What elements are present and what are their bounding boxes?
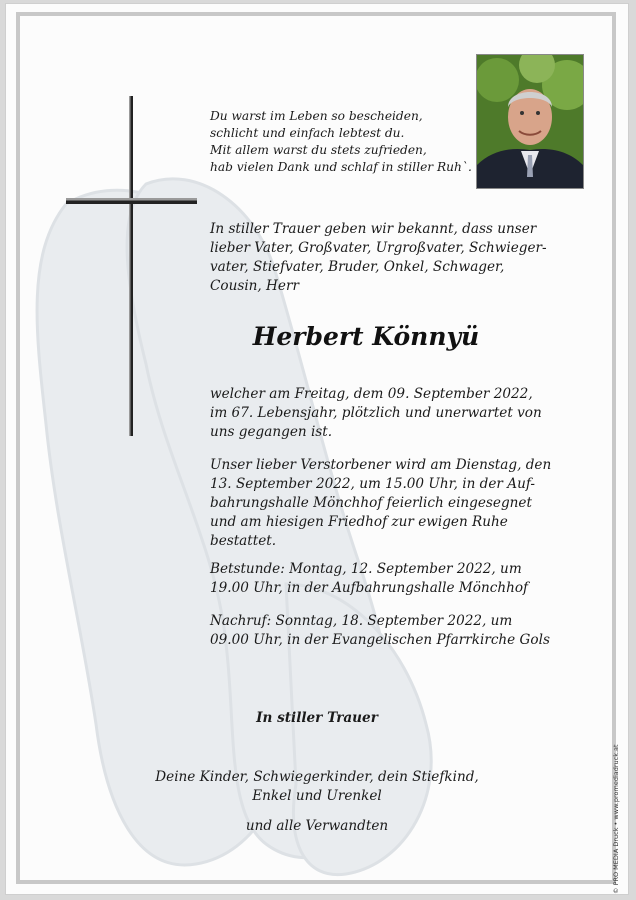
prayer-hour-line: 19.00 Uhr, in der Aufbahrungshalle Mönchhof	[210, 580, 529, 596]
announcement-line: In stiller Trauer geben wir bekannt, dass unser	[210, 221, 537, 237]
funeral-info-line: 13. September 2022, um 15.00 Uhr, in der Auf-	[210, 476, 535, 492]
prayer-hour-paragraph	[210, 560, 528, 598]
deceased-name: Herbert Könnyü	[252, 322, 480, 351]
poem-line: schlicht und einfach lebtest du.	[210, 126, 405, 140]
announcement-line: vater, Stiefvater, Bruder, Onkel, Schwager,	[210, 259, 505, 275]
printer-credit: © PRO MEDIA Druck • www.promediadruck.at	[612, 744, 620, 894]
obituary-sheet	[6, 4, 628, 894]
funeral-info-line: und am hiesigen Friedhof zur ewigen Ruhe	[210, 514, 508, 530]
announcement-line: Cousin, Herr	[210, 278, 299, 294]
announcement-line: lieber Vater, Großvater, Urgroßvater, Schwieger-	[210, 240, 547, 256]
portrait-photo	[476, 54, 584, 189]
poem-line: Du warst im Leben so bescheiden,	[210, 109, 423, 123]
funeral-info-paragraph	[210, 456, 551, 551]
prayer-hour-line: Betstunde: Montag, 12. September 2022, um	[210, 561, 522, 577]
cross-vertical-bar	[129, 96, 133, 436]
death-info-line: im 67. Lebensjahr, plötzlich und unerwartet von	[210, 405, 542, 421]
death-info-line: uns gegangen ist.	[210, 424, 333, 440]
eulogy-line: Nachruf: Sonntag, 18. September 2022, um	[210, 613, 513, 629]
announcement-paragraph	[210, 220, 547, 296]
funeral-info-line: Unser lieber Verstorbener wird am Dienstag, den	[210, 457, 552, 473]
funeral-info-line: bahrungshalle Mönchhof feierlich eingesegnet	[210, 495, 532, 511]
mourners-list	[6, 768, 628, 806]
cross-horizontal-bar	[66, 198, 197, 204]
relatives-line: und alle Verwandten	[245, 818, 389, 834]
poem	[210, 108, 472, 176]
funeral-info-line: bestattet.	[210, 533, 277, 549]
eulogy-paragraph	[210, 612, 550, 650]
mourners-heading: In stiller Trauer	[256, 710, 378, 726]
mourners-line: Deine Kinder, Schwiegerkinder, dein Stiefkind,	[155, 769, 479, 785]
death-info-line: welcher am Freitag, dem 09. September 2022,	[210, 386, 533, 402]
poem-line: hab vielen Dank und schlaf in stiller Ruh`.	[210, 160, 472, 174]
death-info-paragraph	[210, 385, 542, 442]
poem-line: Mit allem warst du stets zufrieden,	[210, 143, 427, 157]
mourners-line: Enkel und Urenkel	[252, 788, 382, 804]
eulogy-line: 09.00 Uhr, in der Evangelischen Pfarrkirche Gols	[210, 632, 550, 648]
